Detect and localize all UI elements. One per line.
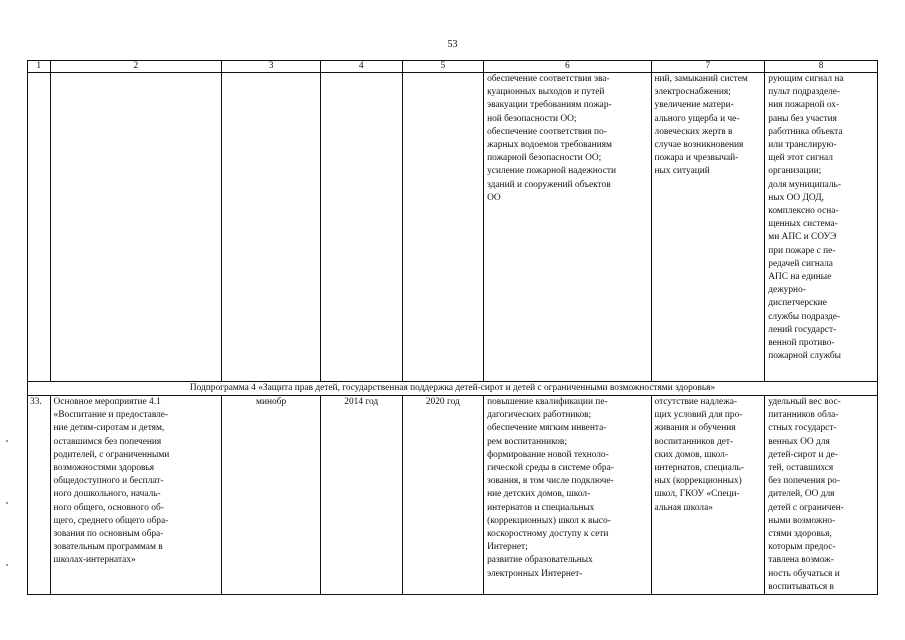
text-line: или транслирую- — [768, 140, 837, 151]
text-line: зовательным программам в — [53, 542, 163, 553]
cell-num — [28, 73, 51, 382]
text-line: которым предос- — [768, 542, 836, 553]
text-line: школах-интернатах» — [53, 555, 136, 566]
text-line: питанников обла- — [768, 410, 839, 421]
subprogram-title: Подпрограмма 4 «Защита прав детей, государственная поддержка детей-сирот и детей с ограниченными возможностями здоровья» — [28, 382, 878, 396]
text-line: зования по основным обра- — [53, 529, 164, 540]
text-line: пульт подразделе- — [768, 87, 841, 98]
text-line: удельный вес вос- — [768, 397, 841, 407]
header-cell: 6 — [484, 61, 651, 73]
text-line: развитие образовательных — [487, 555, 593, 566]
cell-executor: минобр — [222, 396, 321, 595]
text-line: тей, оставшихся — [768, 463, 834, 474]
cell-measure — [50, 73, 222, 382]
text-line: живания и обучения — [654, 423, 736, 434]
text-line: Основное мероприятие 4.1 — [53, 397, 161, 407]
text-line: возможностями здоровья — [53, 463, 155, 474]
cell-indicators — [765, 73, 878, 382]
text-line: коскоростному доступу к сети — [487, 529, 609, 540]
text-line: ность обучаться и — [768, 568, 840, 579]
text-line: жарных водоемов требованиям — [487, 140, 612, 151]
text-line: ний, замыканий систем — [654, 74, 748, 84]
text-line: редачей сигнала — [768, 258, 833, 269]
text-line: ных (коррекционных) — [654, 476, 742, 487]
text-line: ми АПС и СОУЭ — [768, 232, 837, 243]
text-line: зданий и сооружений объектов — [487, 179, 611, 190]
cell-end-year: 2020 год — [402, 396, 484, 595]
scan-dot — [6, 564, 8, 566]
text-line: интернатов и специальных — [487, 502, 595, 513]
text-line: электроснабжения; — [654, 87, 731, 98]
text-line: пожарной службы — [768, 351, 841, 362]
text-line: ного дошкольного, началь- — [53, 489, 161, 500]
text-line: эвакуации требованиям пожар- — [487, 100, 612, 111]
text-line: ной безопасности ОО; — [487, 113, 577, 124]
text-line: оставшимся без попечения — [53, 436, 162, 447]
cell-start-year: 2014 год — [320, 396, 402, 595]
header-cell: 7 — [651, 61, 765, 73]
text-line: ских домов, школ- — [654, 449, 728, 460]
text-line: гической среды в системе обра- — [487, 463, 614, 474]
text-line: школ, ГКОУ «Специ- — [654, 489, 740, 500]
text-line: ального ущерба и че- — [654, 113, 740, 124]
text-line: случае возникновения — [654, 140, 744, 151]
text-line: дителей, ОО для — [768, 489, 835, 500]
text-line: обеспечение соответствия эва- — [487, 74, 610, 84]
page-number: 53 — [447, 39, 458, 50]
cell-start — [320, 73, 402, 382]
text-line: лений государст- — [768, 324, 837, 335]
text-line: повышение квалификации пе- — [487, 397, 608, 407]
text-line: детей с ограничен- — [768, 502, 844, 513]
text-line: стями здоровья, — [768, 529, 832, 540]
table-row-33 — [28, 396, 878, 595]
text-line: ных ситуаций — [654, 166, 710, 177]
text-line: ными возможно- — [768, 515, 836, 526]
text-line: пожарной безопасности ОО; — [487, 153, 602, 164]
text-line: рующим сигнал на — [768, 74, 844, 84]
text-line: ние детских домов, школ- — [487, 489, 591, 500]
text-line: щенных системa- — [768, 219, 838, 230]
text-line: без попечения ро- — [768, 476, 840, 487]
text-line: тавлена возмож- — [768, 555, 834, 566]
text-line: Интернет; — [487, 542, 528, 553]
text-line: усиление пожарной надежности — [487, 166, 616, 177]
text-line: при пожаре с пе- — [768, 245, 836, 256]
text-line: интернатов, специаль- — [654, 463, 744, 474]
header-cell: 3 — [222, 61, 321, 73]
text-line: дежурно- — [768, 285, 806, 296]
scan-dot — [6, 440, 8, 442]
header-cell: 2 — [50, 61, 222, 73]
cell-results — [484, 396, 651, 595]
text-line: куационных выходов и путей — [487, 87, 605, 98]
text-line: ОО — [487, 192, 501, 203]
measures-table — [27, 60, 878, 595]
text-line: детей-сирот и де- — [768, 449, 838, 460]
cell-results — [484, 73, 651, 382]
cell-consequences — [651, 73, 765, 382]
text-line: общедоступного и бесплат- — [53, 476, 164, 487]
cell-measure — [50, 396, 222, 595]
text-line: (коррекционных) школ к высо- — [487, 515, 611, 526]
table-row-continued — [28, 73, 878, 382]
text-line: ных ОО ДОД, — [768, 192, 824, 203]
cell-executor — [222, 73, 321, 382]
text-line: формирование новой техноло- — [487, 449, 609, 460]
text-line: ние детям-сиротам и детям, — [53, 423, 165, 434]
text-line: ловеческих жертв в — [654, 126, 733, 137]
text-line: увеличение матери- — [654, 100, 734, 111]
cell-end — [402, 73, 484, 382]
header-cell: 1 — [28, 61, 51, 73]
header-cell: 5 — [402, 61, 484, 73]
row-number: 33. — [28, 396, 51, 595]
text-line: венной противо- — [768, 338, 835, 349]
text-line: альная школа» — [654, 502, 713, 513]
text-line: щего, среднего общего обра- — [53, 515, 169, 526]
text-line: доля муниципаль- — [768, 179, 841, 190]
text-line: работника объекта — [768, 126, 843, 137]
text-line: обеспечение соответствия по- — [487, 126, 607, 137]
text-line: раны без участия — [768, 113, 837, 124]
text-line: воспитанников дет- — [654, 436, 734, 447]
header-cell: 4 — [320, 61, 402, 73]
text-line: воспитываться в — [768, 581, 834, 592]
text-line: организации; — [768, 166, 822, 177]
scan-dot — [6, 502, 8, 504]
text-line: электронных Интернет- — [487, 568, 583, 579]
text-line: службы подразде- — [768, 311, 841, 322]
header-cell: 8 — [765, 61, 878, 73]
text-line: ния пожарной ох- — [768, 100, 840, 111]
text-line: диспетчерские — [768, 298, 827, 309]
scan-margin-marks — [6, 440, 8, 600]
cell-indicators — [765, 396, 878, 595]
column-number-row — [28, 61, 878, 73]
text-line: родителей, с ограниченными — [53, 449, 170, 460]
text-line: стных государст- — [768, 423, 837, 434]
text-line: комплексно осна- — [768, 206, 839, 217]
text-line: АПС на единые — [768, 272, 832, 283]
cell-consequences — [651, 396, 765, 595]
text-line: отсутствие надлежа- — [654, 397, 737, 407]
text-line: ного общего, основного об- — [53, 502, 164, 513]
text-line: дагогических работников; — [487, 410, 592, 421]
text-line: щей этот сигнал — [768, 153, 833, 164]
subprogram-row — [28, 382, 878, 396]
text-line: обеспечение мягким инвента- — [487, 423, 607, 434]
text-line: зования, в том числе подключе- — [487, 476, 614, 487]
text-line: «Воспитание и предоставле- — [53, 410, 169, 421]
text-line: рем воспитанников; — [487, 436, 567, 447]
text-line: щих условий для про- — [654, 410, 743, 421]
text-line: пожара и чрезвычай- — [654, 153, 739, 164]
text-line: венных ОО для — [768, 436, 830, 447]
